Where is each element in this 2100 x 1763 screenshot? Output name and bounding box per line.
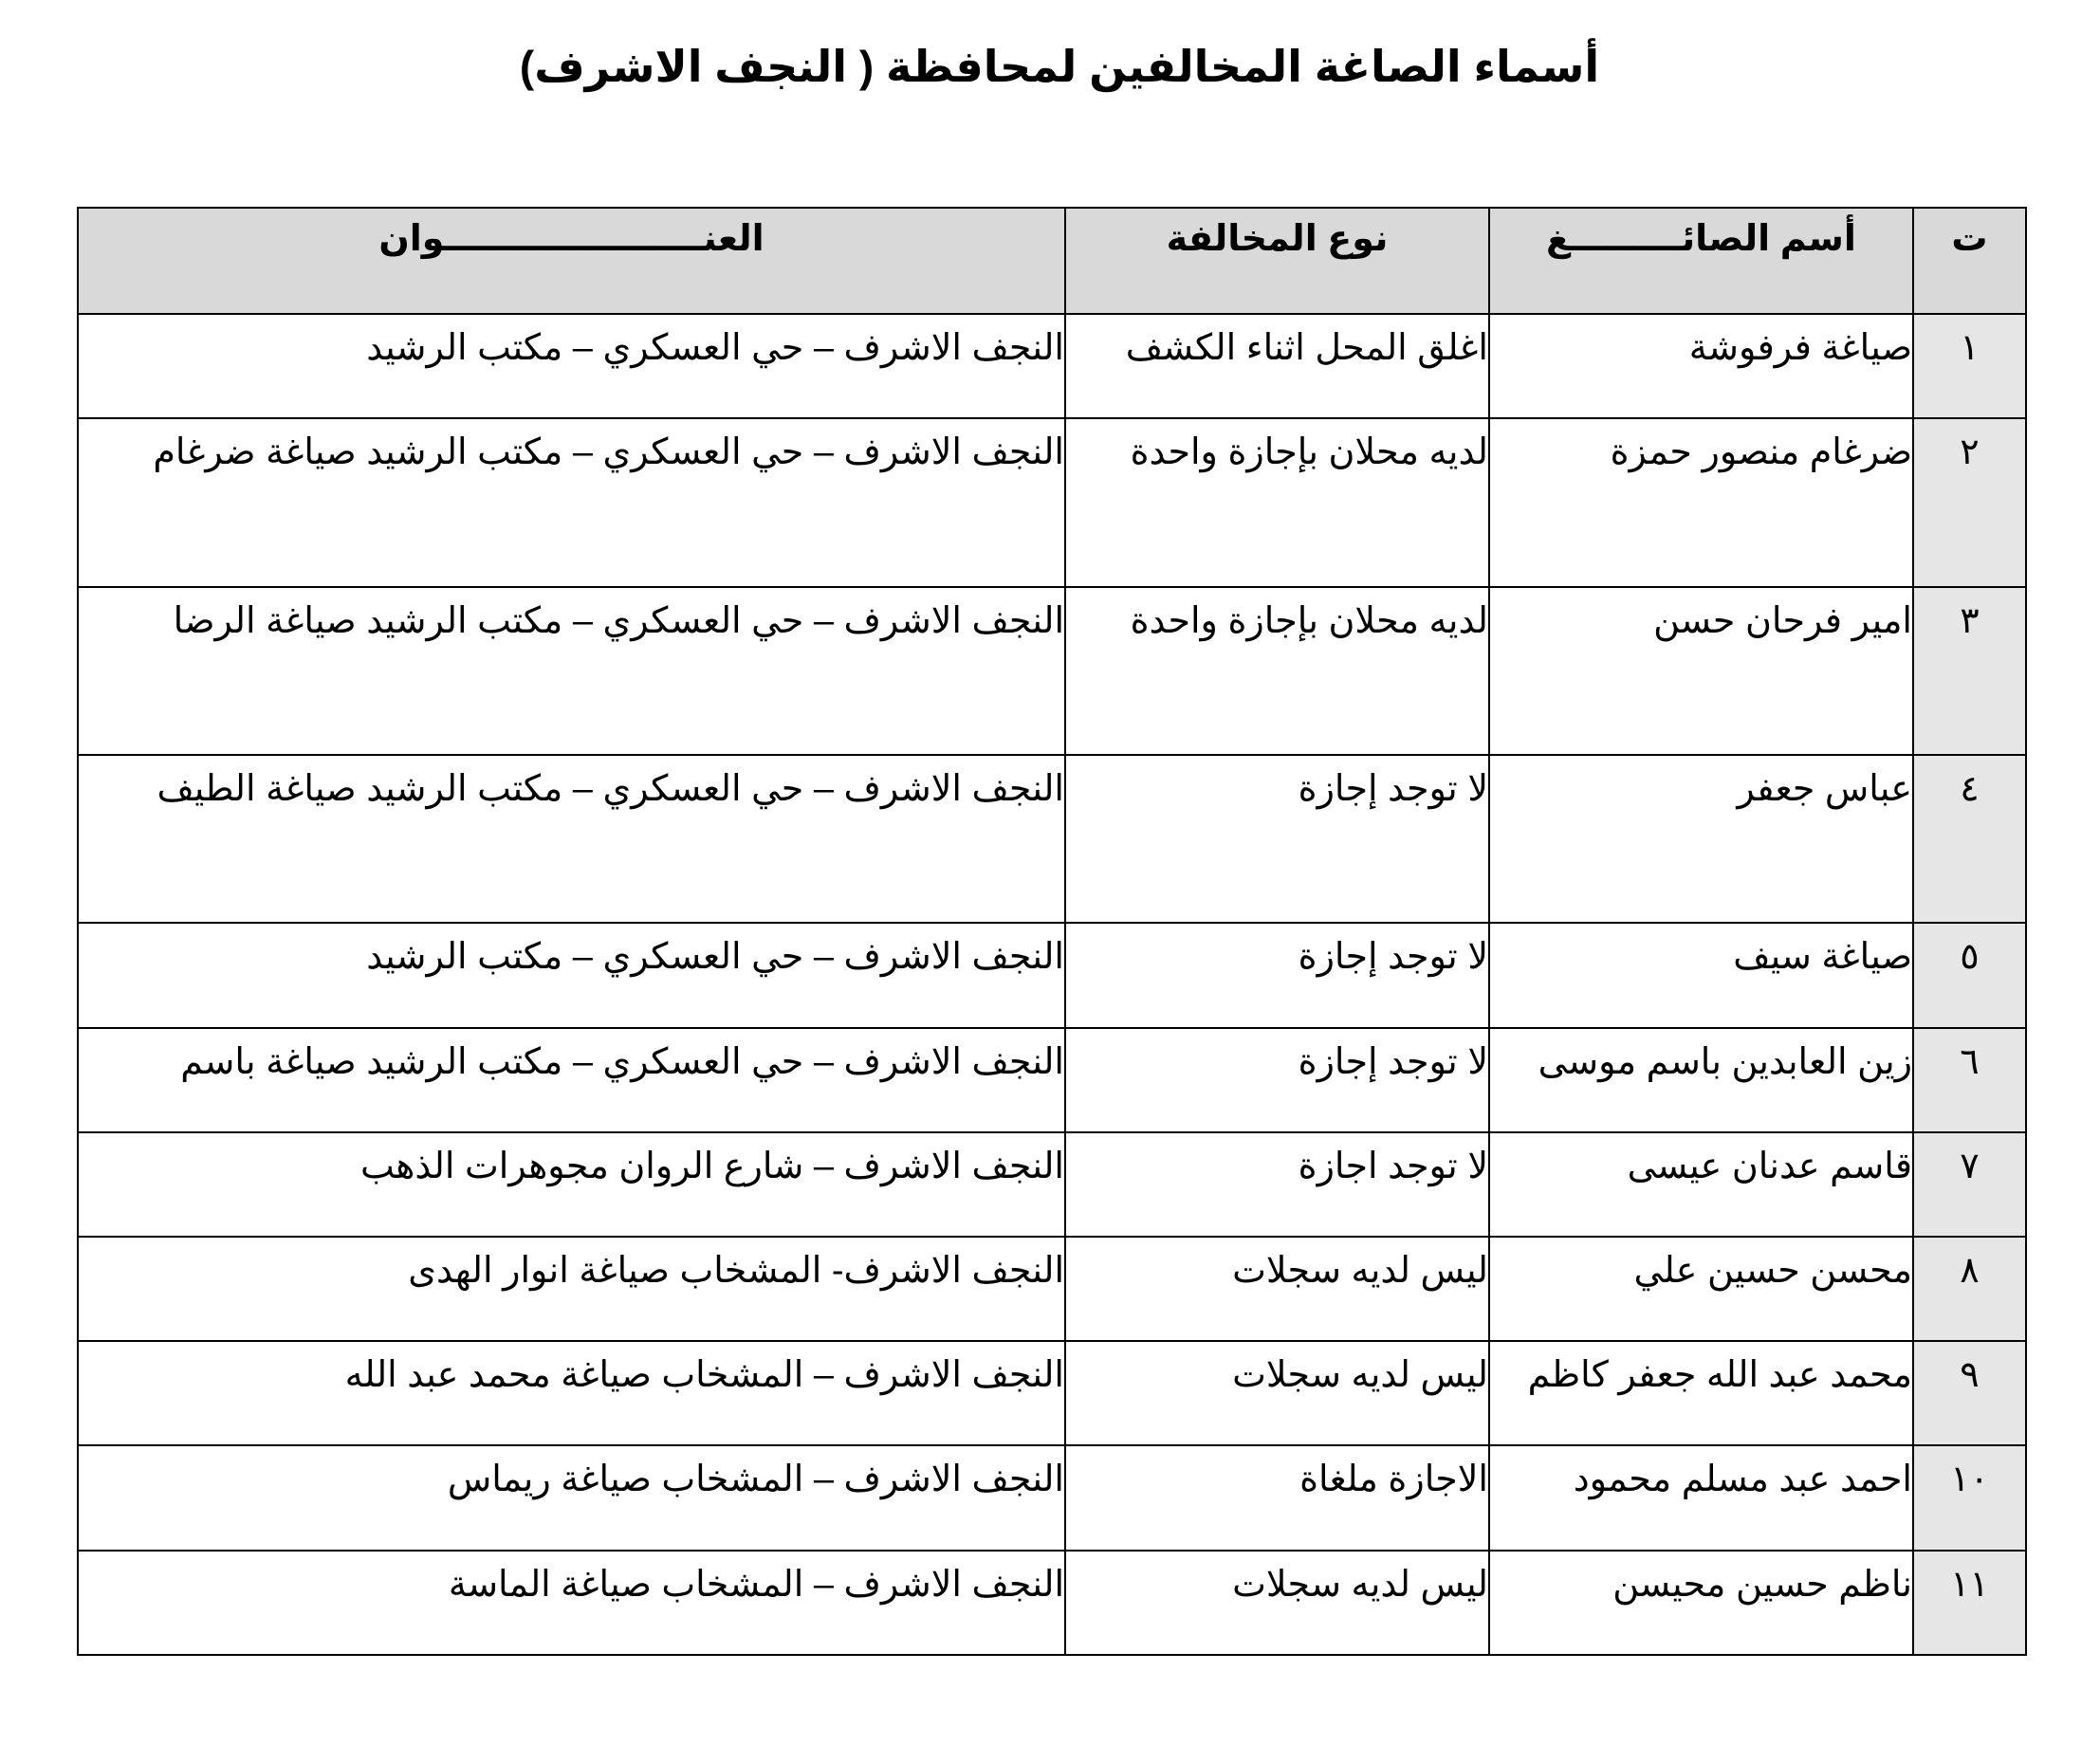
table-row — [78, 1551, 2026, 1655]
goldsmith-name: قاسم عدنان عيسى — [1489, 1132, 1913, 1237]
address: النجف الاشرف – حي العسكري – مكتب الرشيد — [78, 314, 1065, 418]
table-row — [78, 755, 2026, 923]
address: النجف الاشرف- المشخاب صياغة انوار الهدى — [78, 1237, 1065, 1341]
table-row — [78, 1445, 2026, 1550]
goldsmith-name: محسن حسين علي — [1489, 1237, 1913, 1341]
table-row — [78, 923, 2026, 1027]
violation-type: لا توجد إجازة — [1065, 1028, 1489, 1132]
row-number: ٣ — [1913, 587, 2026, 755]
violation-type: ليس لديه سجلات — [1065, 1237, 1489, 1341]
row-number: ٥ — [1913, 923, 2026, 1027]
table-row — [78, 587, 2026, 755]
address: النجف الاشرف – المشخاب صياغة محمد عبد الله — [78, 1341, 1065, 1445]
goldsmith-name: صياغة فرفوشة — [1489, 314, 1913, 418]
row-number: ٨ — [1913, 1237, 2026, 1341]
goldsmith-name: عباس جعفر — [1489, 755, 1913, 923]
violation-type: لديه محلان بإجازة واحدة — [1065, 418, 1489, 586]
violation-type: ليس لديه سجلات — [1065, 1341, 1489, 1445]
row-number: ٩ — [1913, 1341, 2026, 1445]
address: النجف الاشرف – شارع الروان مجوهرات الذهب — [78, 1132, 1065, 1237]
table-row — [78, 1132, 2026, 1237]
header-address: العنـــــــــــــــــــــوان — [78, 208, 1065, 314]
header-goldsmith-name: أسم الصائـــــــــغ — [1489, 208, 1913, 314]
violation-type: لا توجد اجازة — [1065, 1132, 1489, 1237]
row-number: ٦ — [1913, 1028, 2026, 1132]
page-title: أسماء الصاغة المخالفين لمحافظة ( النجف الاشرف) — [519, 42, 1600, 91]
table-row — [78, 1028, 2026, 1132]
header-violation-type: نوع المخالفة — [1065, 208, 1489, 314]
row-number: ٤ — [1913, 755, 2026, 923]
row-number: ٧ — [1913, 1132, 2026, 1237]
table-row — [78, 418, 2026, 586]
goldsmith-name: محمد عبد الله جعفر كاظم — [1489, 1341, 1913, 1445]
violation-type: لا توجد إجازة — [1065, 923, 1489, 1027]
row-number: ١١ — [1913, 1551, 2026, 1655]
goldsmith-name: امير فرحان حسن — [1489, 587, 1913, 755]
address: النجف الاشرف – حي العسكري – مكتب الرشيد صياغة باسم — [78, 1028, 1065, 1132]
goldsmith-name: صياغة سيف — [1489, 923, 1913, 1027]
row-number: ١ — [1913, 314, 2026, 418]
address: النجف الاشرف – حي العسكري – مكتب الرشيد صياغة ضرغام — [78, 418, 1065, 586]
address: النجف الاشرف – المشخاب صياغة ريماس — [78, 1445, 1065, 1550]
goldsmith-name: احمد عبد مسلم محمود — [1489, 1445, 1913, 1550]
row-number: ١٠ — [1913, 1445, 2026, 1550]
goldsmith-name: زين العابدين باسم موسى — [1489, 1028, 1913, 1132]
table-row — [78, 1341, 2026, 1445]
table-header-row — [78, 208, 2026, 314]
address: النجف الاشرف – حي العسكري – مكتب الرشيد صياغة الطيف — [78, 755, 1065, 923]
address: النجف الاشرف – حي العسكري – مكتب الرشيد صياغة الرضا — [78, 587, 1065, 755]
violation-type: اغلق المحل اثناء الكشف — [1065, 314, 1489, 418]
address: النجف الاشرف – حي العسكري – مكتب الرشيد — [78, 923, 1065, 1027]
violation-type: ليس لديه سجلات — [1065, 1551, 1489, 1655]
violation-type: الاجازة ملغاة — [1065, 1445, 1489, 1550]
row-number: ٢ — [1913, 418, 2026, 586]
header-number: ت — [1913, 208, 2026, 314]
table-row — [78, 1237, 2026, 1341]
table-row — [78, 314, 2026, 418]
address: النجف الاشرف – المشخاب صياغة الماسة — [78, 1551, 1065, 1655]
violation-type: لا توجد إجازة — [1065, 755, 1489, 923]
goldsmith-name: ضرغام منصور حمزة — [1489, 418, 1913, 586]
goldsmith-name: ناظم حسين محيسن — [1489, 1551, 1913, 1655]
violation-type: لديه محلان بإجازة واحدة — [1065, 587, 1489, 755]
violators-table — [77, 207, 2027, 1656]
